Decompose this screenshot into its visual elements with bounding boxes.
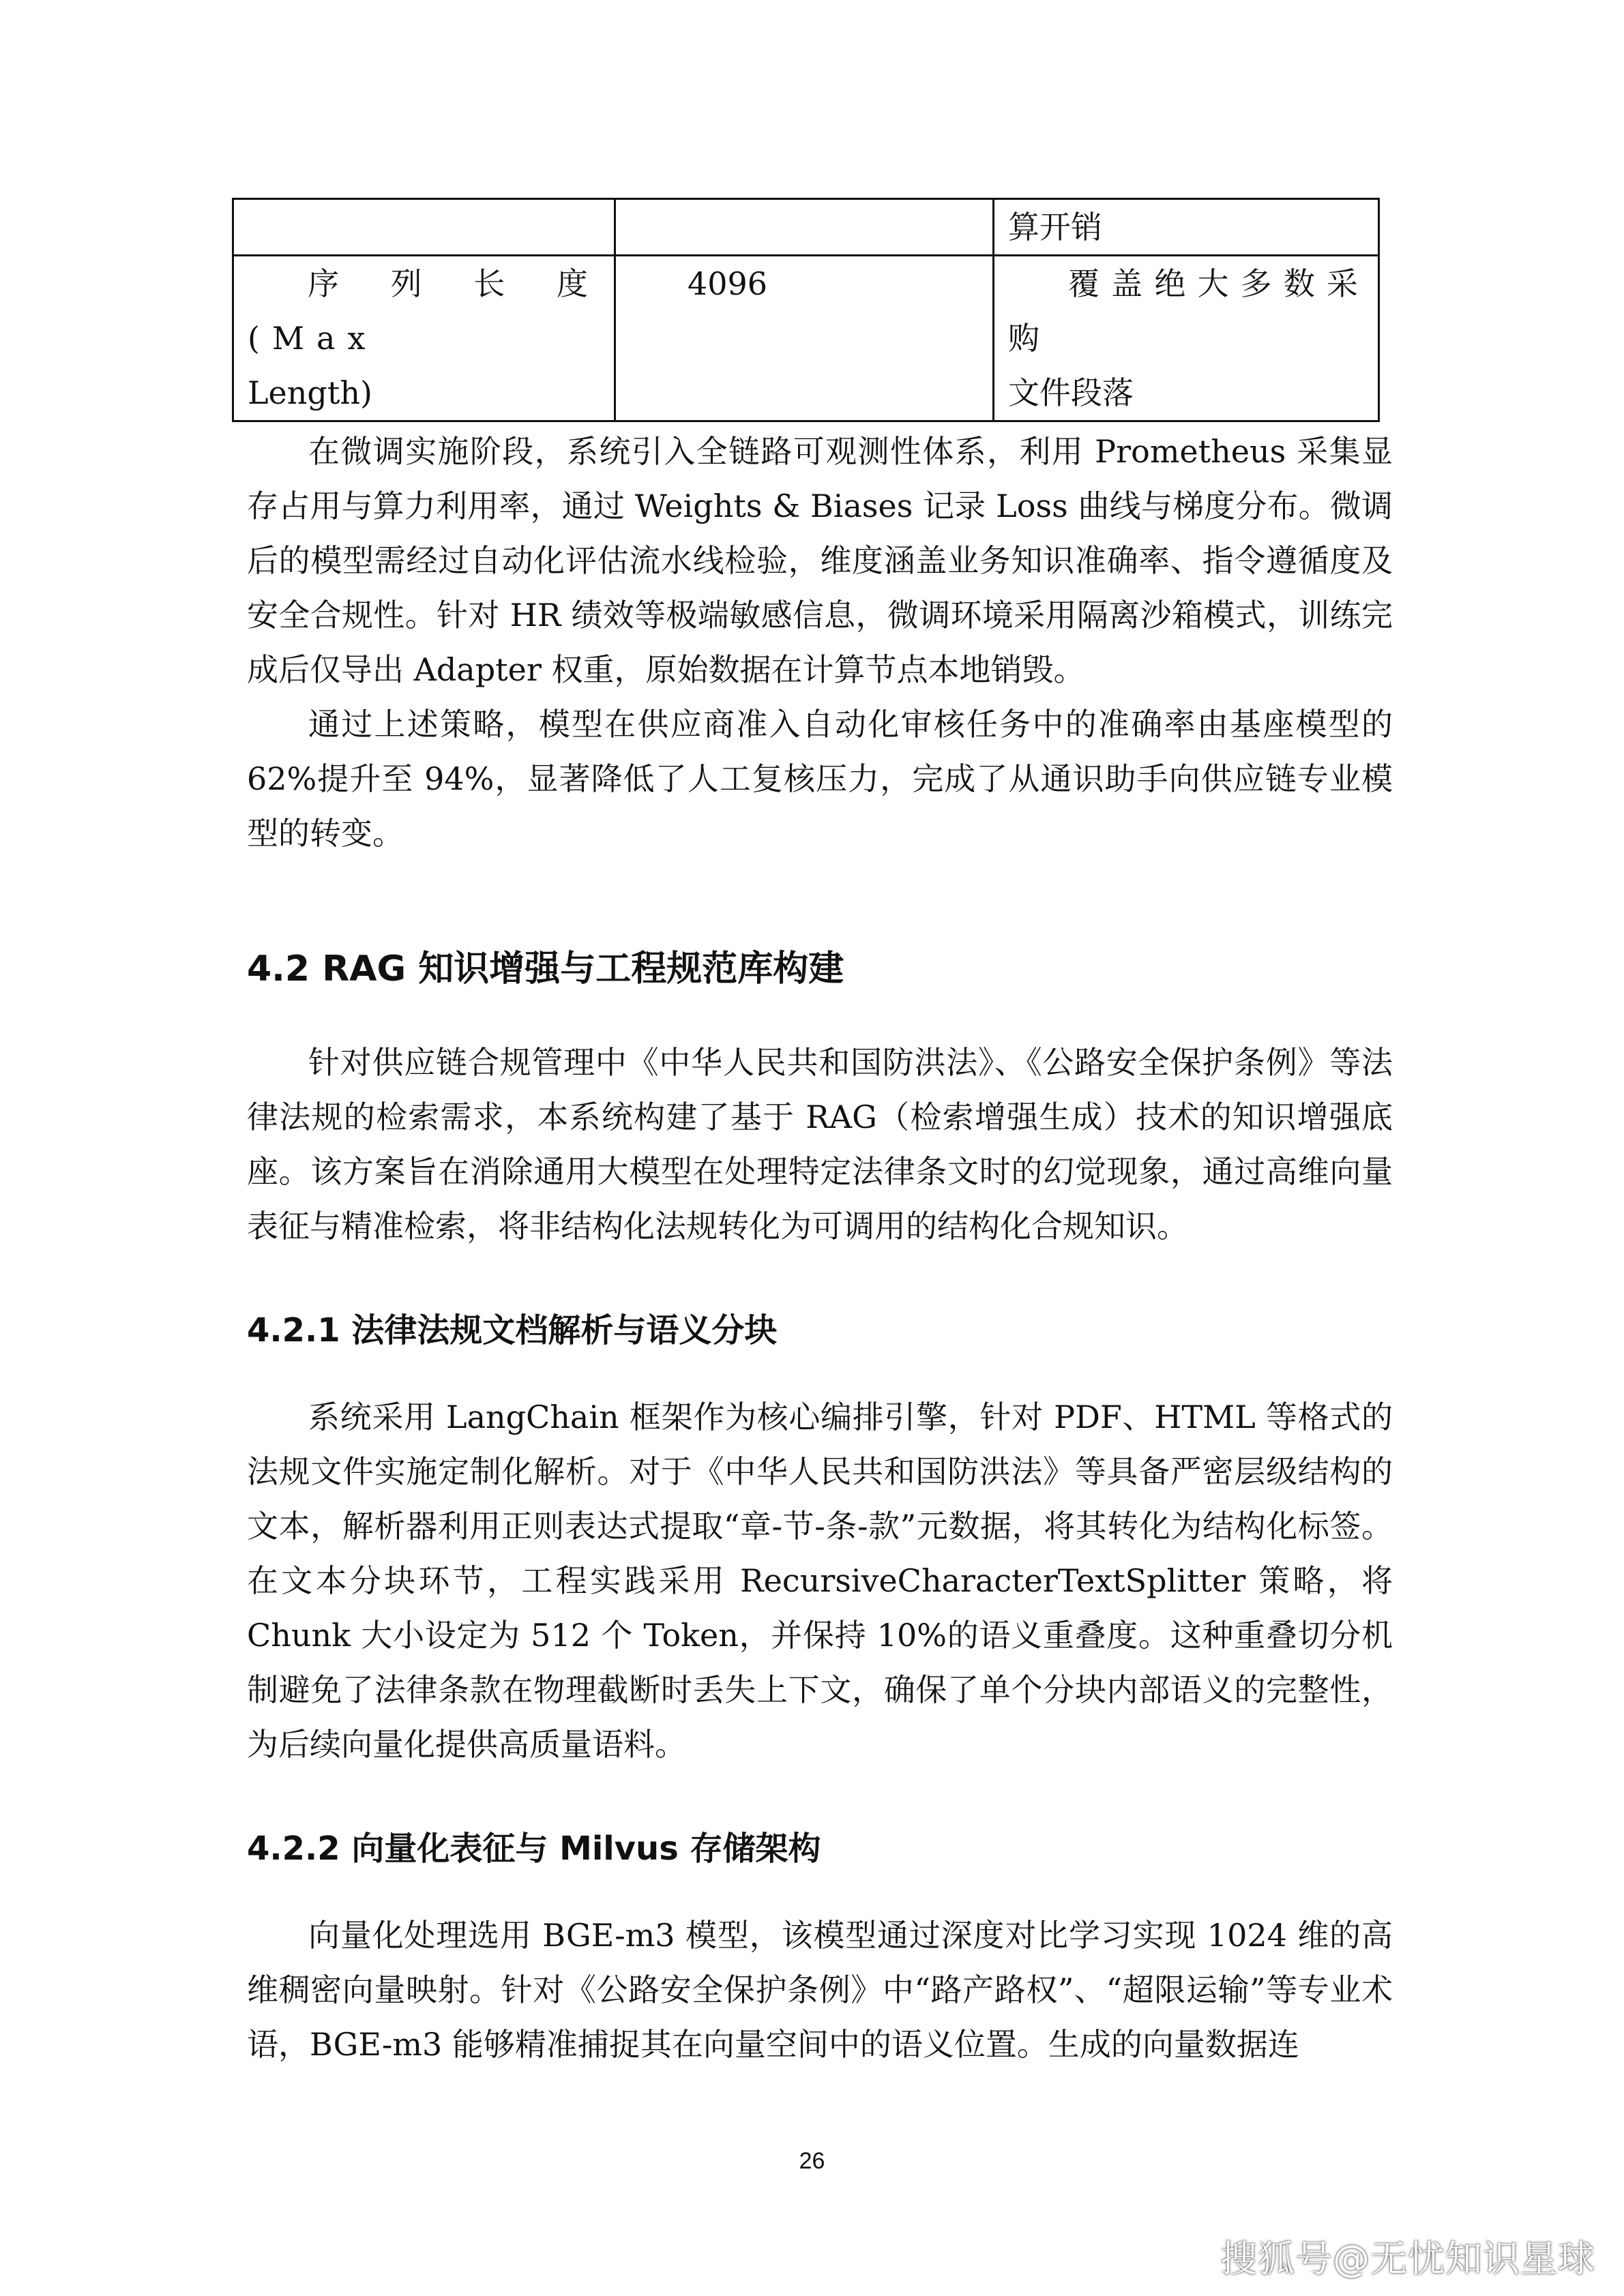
table-cell-desc: 算开销: [994, 199, 1379, 256]
table-cell-param: [233, 256, 615, 421]
table-cell-value: [615, 199, 994, 256]
paragraph-document-parsing: 系统采用 LangChain 框架作为核心编排引擎，针对 PDF、HTML 等格式的法规文件实施定制化解析。对于《中华人民共和国防洪法》等具备严密层级结构的文本，解析器利用正则表达式提取“章-节-条-款”元数据，将其转化为结构化标签。在文本分块环节，工程实践采用 RecursiveCharacterTextSplitter 策略，将 Chunk 大小设定为 512 个 Token，并保持 10%的语义重叠度。这种重叠切分机制避免了法律条款在物理截断时丢失上下文，确保了单个分块内部语义的完整性，为后续向量化提供高质量语料。: [247, 1399, 1393, 1763]
table-cell-value: 4096: [615, 256, 994, 421]
paragraph-vectorization: 向量化处理选用 BGE-m3 模型，该模型通过深度对比学习实现 1024 维的高维稠密向量映射。针对《公路安全保护条例》中“路产路权”、“超限运输”等专业术语，BGE-m3 能够精准捕捉其在向量空间中的语义位置。生成的向量数据连: [247, 1917, 1393, 2063]
table-cell-param: [233, 199, 615, 256]
paragraph-rag-intro: 针对供应链合规管理中《中华人民共和国防洪法》、《公路安全保护条例》等法律法规的检索需求，本系统构建了基于 RAG（检索增强生成）技术的知识增强底座。该方案旨在消除通用大模型在处理特定法律条文时的幻觉现象，通过高维向量表征与精准检索，将非结构化法规转化为可调用的结构化合规知识。: [247, 1044, 1393, 1244]
param-name-line2: Length): [248, 374, 372, 411]
paragraph-finetune-result: 通过上述策略，模型在供应商准入自动化审核任务中的准确率由基座模型的62%提升至 94%，显著降低了人工复核压力，完成了从通识助手向供应链专业模型的转变。: [247, 706, 1393, 852]
section-heading-4-2: 4.2 RAG 知识增强与工程规范库构建: [247, 949, 844, 989]
parameter-table: [232, 198, 1380, 422]
section-heading-4-2-1: 4.2.1 法律法规文档解析与语义分块: [247, 1311, 778, 1350]
table-row: [233, 256, 1379, 421]
watermark-text: 搜狐号@无忧知识星球: [1220, 2237, 1595, 2280]
paragraph-finetune-observability: 在微调实施阶段，系统引入全链路可观测性体系，利用 Prometheus 采集显存占用与算力利用率，通过 Weights & Biases 记录 Loss 曲线与梯度分布。微调后的模型需经过自动化评估流水线检验，维度涵盖业务知识准确率、指令遵循度及安全合规性。针对 HR 绩效等极端敏感信息，微调环境采用隔离沙箱模式，训练完成后仅导出 Adapter 权重，原始数据在计算节点本地销毁。: [247, 433, 1393, 688]
page-number: 26: [799, 2148, 825, 2174]
table-cell-desc: [994, 256, 1379, 421]
param-desc-line1: 覆盖绝大多数采购: [1008, 265, 1364, 357]
table-row: [233, 199, 1379, 256]
param-name-line1: 序列长度 (Max: [248, 265, 600, 357]
param-desc-line2: 文件段落: [1008, 374, 1134, 411]
section-heading-4-2-2: 4.2.2 向量化表征与 Milvus 存储架构: [247, 1830, 821, 1868]
